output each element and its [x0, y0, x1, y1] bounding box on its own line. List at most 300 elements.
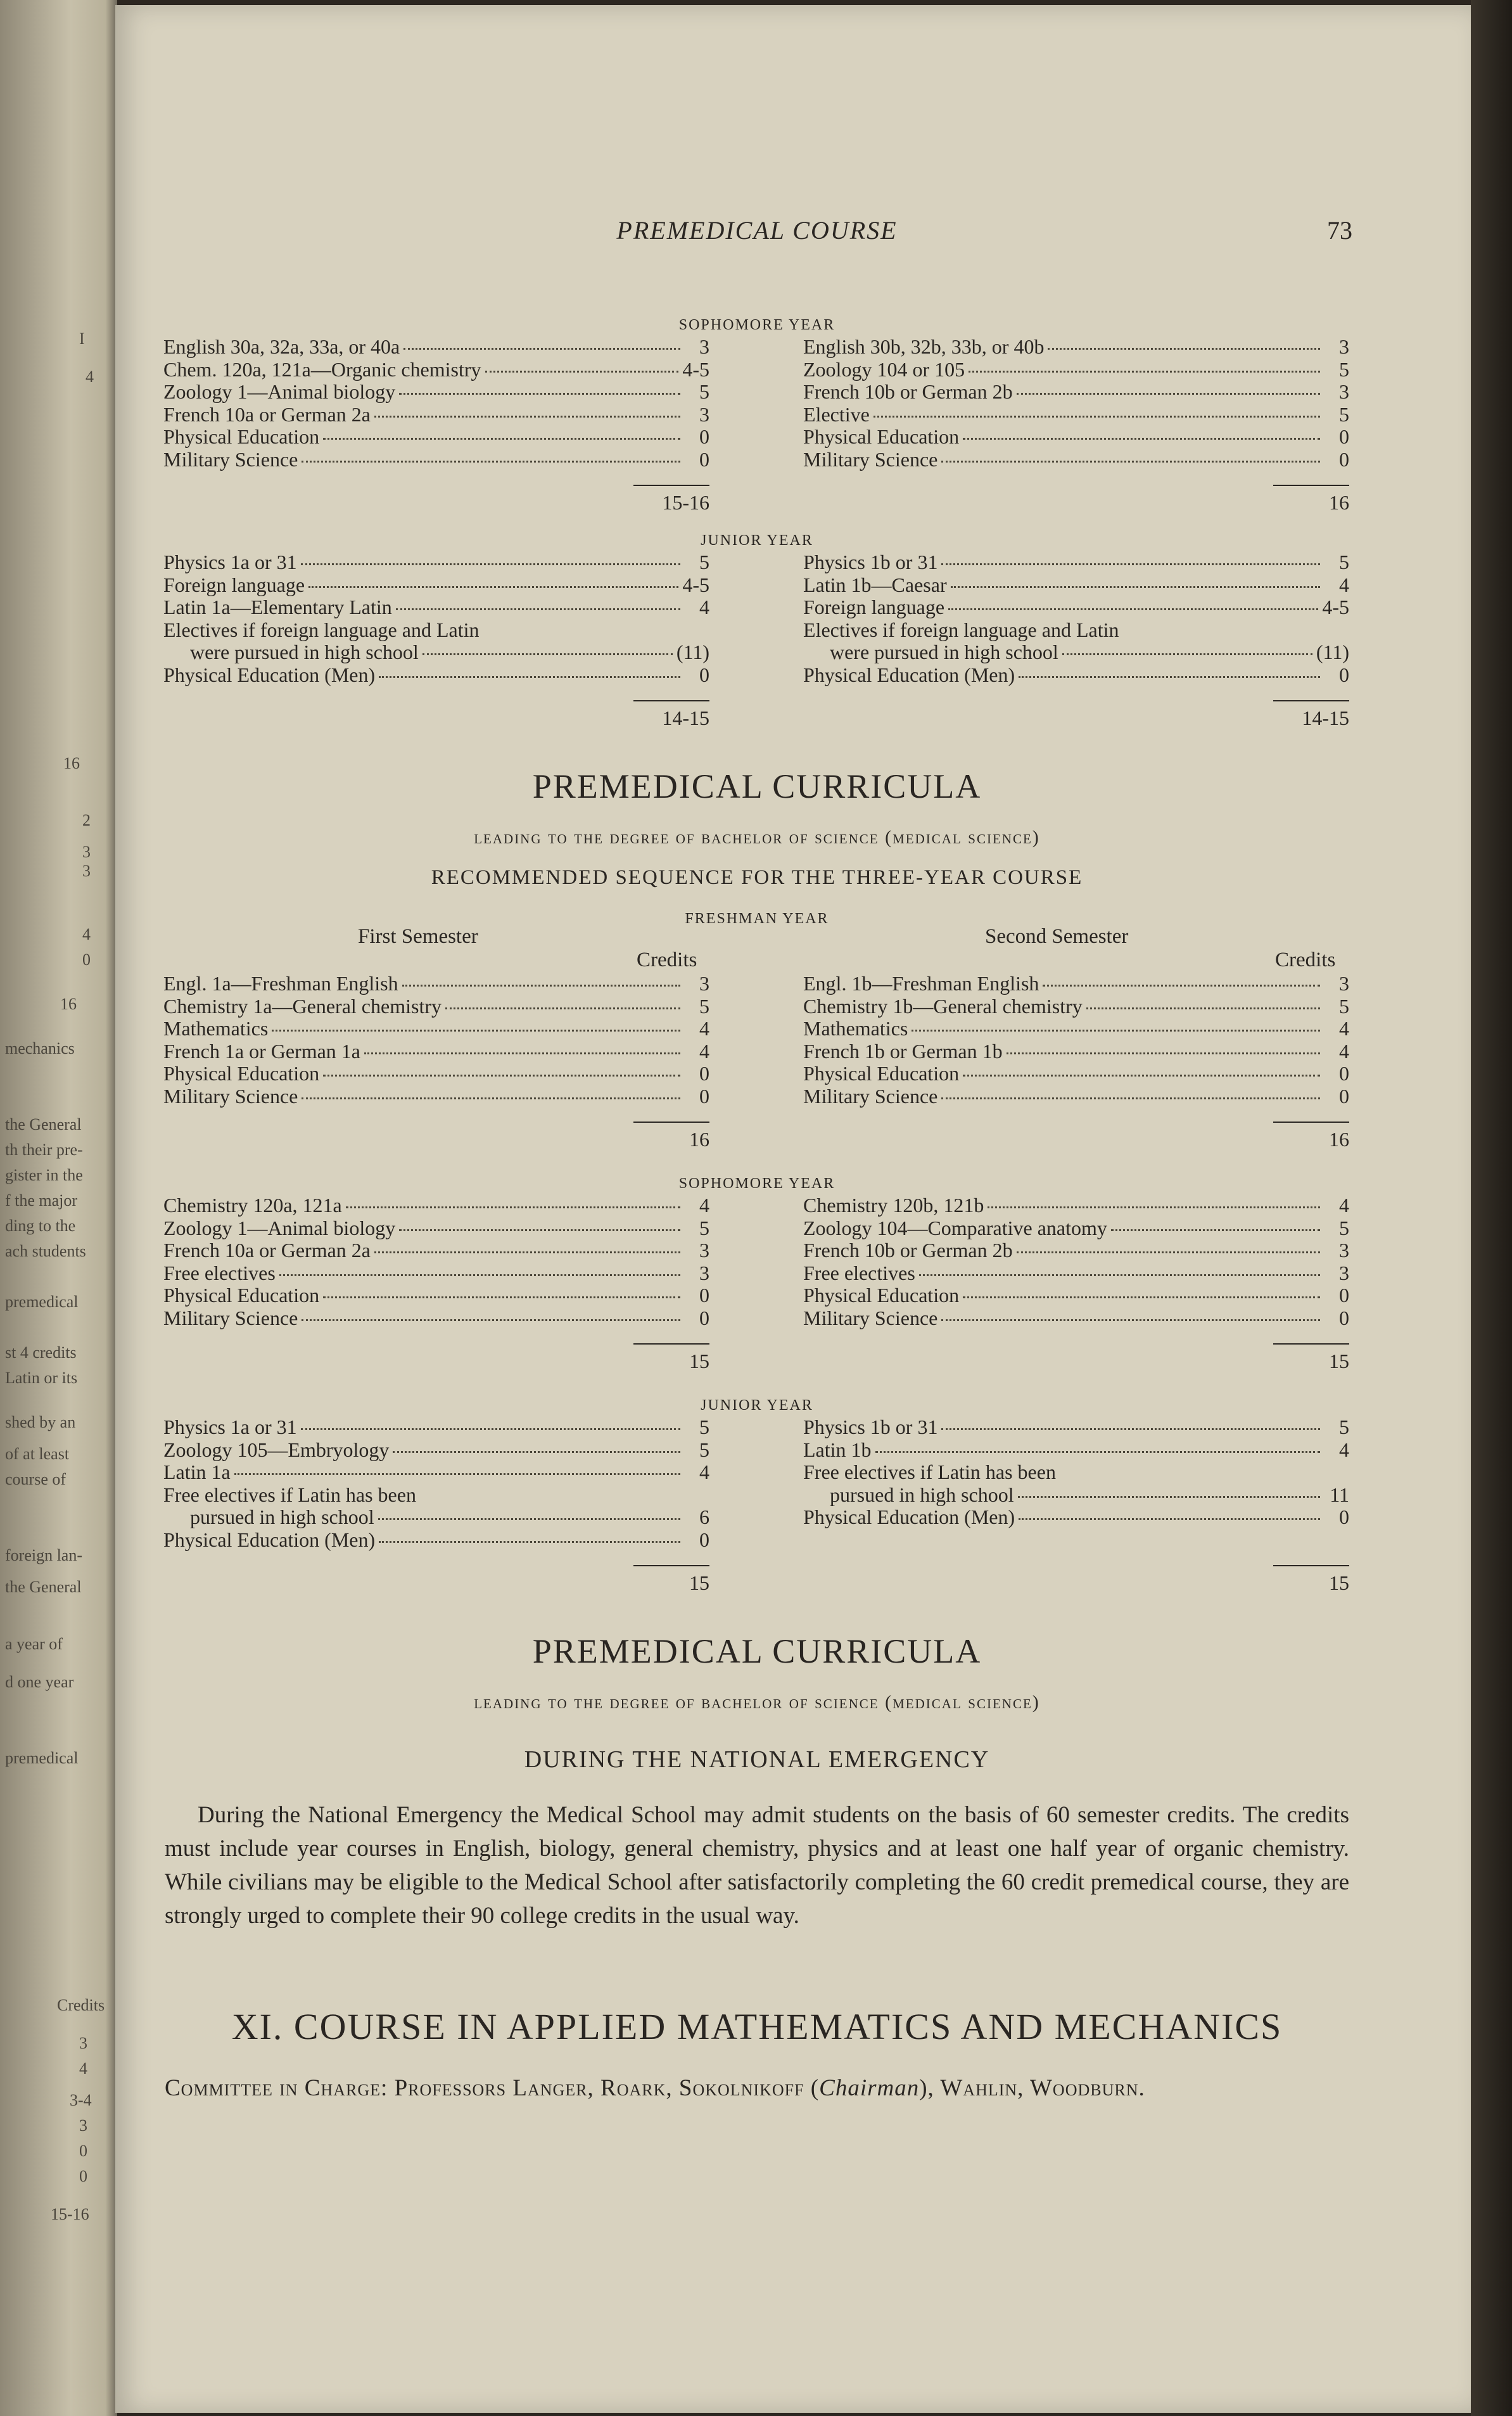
course-credits: 5: [1339, 402, 1349, 426]
course-name: Foreign language: [163, 573, 305, 596]
course-row: [163, 596, 709, 619]
course-row: [803, 1506, 1349, 1529]
left-page-fragment: 3-4: [70, 2091, 92, 2109]
course-name: Chemistry 1a—General chemistry: [163, 994, 442, 1018]
course-row: [163, 1085, 709, 1108]
course-name: French 10a or German 2a: [163, 402, 371, 426]
course-name: Free electives: [803, 1261, 915, 1284]
left-page-fragment: course of: [5, 1470, 67, 1488]
course-credits: (11): [676, 641, 709, 663]
course-row: [163, 1484, 709, 1507]
course-credits: 4: [699, 1194, 709, 1217]
dot-leader: [374, 1251, 680, 1253]
course-row: [803, 1461, 1349, 1484]
course-row: [163, 1040, 709, 1063]
dot-leader: [1043, 985, 1320, 987]
left-page-fragment: 3: [82, 862, 91, 880]
course-row: [163, 1506, 709, 1529]
course-row: [163, 574, 709, 597]
course-name: French 10b or German 2b: [803, 1239, 1013, 1262]
course-credits: 4: [699, 1460, 709, 1483]
course-credits: 5: [699, 994, 709, 1018]
second-semester-label: Second Semester: [985, 925, 1129, 948]
year-label: FRESHMAN YEAR: [685, 911, 829, 927]
course-credits: 4: [699, 1017, 709, 1040]
course-credits: 4: [1339, 1194, 1349, 1217]
year-label: SOPHOMORE YEAR: [678, 317, 835, 333]
dot-leader: [374, 416, 680, 418]
dot-leader: [1111, 1229, 1320, 1231]
course-row: [803, 1284, 1349, 1307]
page-right-edge: [1471, 0, 1512, 2416]
dot-leader: [1019, 1518, 1320, 1520]
course-name: Latin 1b: [803, 1438, 872, 1461]
left-page-fragment: st 4 credits: [5, 1343, 77, 1362]
credit-total: 15: [1273, 1343, 1349, 1373]
course-credits: 5: [699, 380, 709, 403]
course-name: French 1a or German 1a: [163, 1039, 360, 1063]
course-credits: 0: [1339, 663, 1349, 686]
course-name: Physical Education (Men): [803, 1505, 1015, 1528]
course-list-left: [163, 336, 709, 471]
course-credits: 4: [1339, 573, 1349, 596]
course-name: Free electives if Latin has been: [163, 1483, 416, 1506]
dot-leader: [941, 1097, 1320, 1099]
course-name: Zoology 104—Comparative anatomy: [803, 1216, 1107, 1239]
course-name: Mathematics: [803, 1017, 908, 1040]
course-name: were pursued in high school: [190, 641, 419, 663]
course-credits: 0: [699, 663, 709, 686]
year-label: SOPHOMORE YEAR: [678, 1175, 835, 1192]
credits-column-label: Credits: [1275, 949, 1336, 971]
sequence-heading: RECOMMENDED SEQUENCE FOR THE THREE-YEAR COURSE: [431, 866, 1083, 889]
left-page-fragment: Latin or its: [5, 1369, 78, 1387]
course-row: [163, 449, 709, 471]
course-name: Military Science: [803, 1084, 938, 1108]
course-name: French 10b or German 2b: [803, 380, 1013, 403]
course-name: pursued in high school: [830, 1483, 1014, 1506]
course-name: Physics 1a or 31: [163, 1416, 297, 1438]
course-name: Electives if foreign language and Latin: [803, 618, 1119, 641]
dot-leader: [399, 393, 680, 395]
left-page-fragment: d one year: [5, 1673, 74, 1691]
course-credits: 0: [699, 1284, 709, 1307]
credit-total: 16: [1273, 485, 1349, 515]
credit-total: 14-15: [633, 700, 709, 730]
dot-leader: [875, 1451, 1320, 1453]
course-name: Physical Education: [803, 1062, 960, 1085]
course-name: Zoology 105—Embryology: [163, 1438, 390, 1461]
course-row: [803, 1018, 1349, 1040]
left-page-fragment: ding to the: [5, 1217, 76, 1235]
committee-prefix: Committee in Charge: Professors Langer, Roark, Sokolnikoff (: [165, 2075, 820, 2101]
course-row: [163, 973, 709, 995]
course-credits: 3: [699, 1261, 709, 1284]
course-row: [163, 1307, 709, 1330]
course-credits: 3: [699, 1239, 709, 1262]
course-row: [163, 1194, 709, 1217]
course-list-left: [163, 973, 709, 1108]
dot-leader: [403, 348, 680, 350]
course-row: [803, 1416, 1349, 1439]
dot-leader: [346, 1206, 680, 1208]
course-credits: 3: [1339, 380, 1349, 403]
course-name: Chemistry 120b, 121b: [803, 1194, 984, 1217]
course-credits: 0: [699, 1306, 709, 1329]
dot-leader: [1062, 653, 1312, 655]
left-page-fragment: mechanics: [5, 1039, 75, 1058]
course-credits: 3: [699, 335, 709, 358]
credit-total: 15-16: [633, 485, 709, 515]
left-page-fragment: 3: [79, 2034, 87, 2052]
course-row: [163, 1529, 709, 1552]
course-name: Physical Education: [163, 1284, 320, 1307]
course-row: [803, 449, 1349, 471]
dot-leader: [445, 1007, 680, 1009]
left-page-edge: [0, 0, 117, 2416]
course-credits: 5: [1339, 994, 1349, 1018]
course-name: Chem. 120a, 121a—Organic chemistry: [163, 357, 481, 381]
left-page-fragment: the General: [5, 1578, 82, 1596]
course-name: Physical Education: [163, 1062, 320, 1085]
credits-column-label: Credits: [637, 949, 697, 971]
course-row: [803, 1085, 1349, 1108]
dot-leader: [941, 1319, 1320, 1321]
section-subtitle: leading to the degree of bachelor of science (medical science): [474, 827, 1040, 848]
course-name: Physical Education: [163, 425, 320, 448]
left-page-fragment: a year of: [5, 1635, 63, 1653]
chapter-heading: XI. COURSE IN APPLIED MATHEMATICS AND MECHANICS: [231, 2006, 1283, 2047]
course-row: [803, 641, 1349, 664]
course-list-right: [803, 336, 1349, 471]
left-page-fragment: foreign lan-: [5, 1546, 83, 1564]
dot-leader: [948, 608, 1318, 610]
course-name: Latin 1b—Caesar: [803, 573, 947, 596]
course-row: [163, 664, 709, 687]
dot-leader: [302, 1097, 680, 1099]
course-name: Military Science: [163, 1084, 298, 1108]
year-label: JUNIOR YEAR: [701, 1397, 813, 1414]
left-page-fragment: of at least: [5, 1445, 70, 1463]
course-credits: 4: [1339, 1039, 1349, 1063]
dot-leader: [279, 1274, 680, 1276]
course-row: [803, 1439, 1349, 1462]
course-row: [163, 641, 709, 664]
left-page-fragment: 3: [82, 843, 91, 861]
course-name: Foreign language: [803, 596, 945, 618]
course-credits: 4-5: [1322, 596, 1349, 618]
dot-leader: [963, 1075, 1320, 1077]
course-name: Physics 1b or 31: [803, 1416, 938, 1438]
course-name: Physical Education (Men): [803, 663, 1015, 686]
course-name: Chemistry 120a, 121a: [163, 1194, 342, 1217]
dot-leader: [963, 438, 1320, 440]
left-page-fragment: 16: [63, 754, 80, 772]
dot-leader: [364, 1052, 680, 1054]
course-name: Mathematics: [163, 1017, 269, 1040]
course-row: [163, 381, 709, 404]
emergency-paragraph: During the National Emergency the Medical School may admit students on the basis of 60 semester credits. The credits must include year courses in English, biology, general chemistry, physics and at least one half year of organic chemistry. While civilians may be eligible to the Medical School after satisfactorily completing the 60 credit premedical course, they are strongly urged to complete their 90 college credits in the usual way.: [165, 1802, 1349, 1929]
course-list-right: [803, 973, 1349, 1108]
section-title: PREMEDICAL CURRICULA: [532, 767, 982, 805]
course-name: French 10a or German 2a: [163, 1239, 371, 1262]
dot-leader: [402, 985, 680, 987]
course-name: Physical Education (Men): [163, 663, 376, 686]
course-name: Physics 1b or 31: [803, 551, 938, 573]
course-credits: 5: [1339, 357, 1349, 381]
dot-leader: [422, 653, 673, 655]
course-credits: 4: [699, 596, 709, 618]
course-row: [803, 1484, 1349, 1507]
course-credits: 0: [1339, 1062, 1349, 1085]
course-credits: 3: [1339, 972, 1349, 995]
left-page-fragment: 4: [79, 2059, 87, 2078]
course-credits: 4: [699, 1039, 709, 1063]
course-row: [803, 404, 1349, 426]
left-page-fragment: 15-16: [51, 2205, 89, 2223]
left-page-fragment: 0: [82, 950, 91, 969]
course-name: Zoology 1—Animal biology: [163, 380, 396, 403]
course-credits: 3: [1339, 335, 1349, 358]
course-name: English 30a, 32a, 33a, or 40a: [163, 335, 400, 358]
course-row: [803, 1239, 1349, 1262]
course-credits: 11: [1330, 1483, 1349, 1506]
course-row: [803, 1307, 1349, 1330]
dot-leader: [1019, 676, 1320, 678]
course-row: [163, 404, 709, 426]
course-list-left: [163, 551, 709, 686]
credit-total: 16: [1273, 1122, 1349, 1151]
course-name: Electives if foreign language and Latin: [163, 618, 480, 641]
dot-leader: [874, 416, 1320, 418]
course-row: [803, 574, 1349, 597]
course-credits: 4: [1339, 1017, 1349, 1040]
course-row: [803, 973, 1349, 995]
committee-suffix: ), Wahlin, Woodburn.: [919, 2075, 1145, 2101]
course-list-right: [803, 551, 1349, 686]
course-credits: 0: [699, 425, 709, 448]
course-row: [163, 1063, 709, 1085]
dot-leader: [1048, 348, 1320, 350]
dot-leader: [919, 1274, 1320, 1276]
page-header: [162, 215, 1352, 247]
course-row: [803, 426, 1349, 449]
course-credits: (11): [1316, 641, 1349, 663]
course-name: Latin 1a: [163, 1460, 231, 1483]
course-credits: 0: [699, 447, 709, 471]
course-name: Military Science: [163, 1306, 298, 1329]
dot-leader: [951, 586, 1320, 588]
course-credits: 5: [699, 551, 709, 573]
course-credits: 6: [699, 1505, 709, 1528]
dot-leader: [988, 1206, 1320, 1208]
running-title: PREMEDICAL COURSE: [616, 216, 898, 245]
dot-leader: [308, 586, 678, 588]
course-row: [803, 1040, 1349, 1063]
dot-leader: [379, 676, 680, 678]
first-semester-label: First Semester: [358, 925, 478, 948]
left-page-fragment: 0: [79, 2167, 87, 2185]
left-page-fragment: gister in the: [5, 1166, 83, 1184]
left-page-fragment: shed by an: [5, 1413, 76, 1431]
left-page-fragment: th their pre-: [5, 1141, 83, 1159]
year-label: JUNIOR YEAR: [701, 532, 813, 549]
dot-leader: [301, 563, 680, 565]
dot-leader: [378, 1518, 680, 1520]
course-row: [163, 359, 709, 381]
course-credits: 3: [1339, 1261, 1349, 1284]
dot-leader: [393, 1451, 680, 1453]
course-row: [163, 1416, 709, 1439]
left-page-fragment: f the major: [5, 1191, 78, 1210]
course-credits: 4-5: [682, 573, 709, 596]
dot-leader: [302, 461, 680, 463]
dot-leader: [1018, 1496, 1320, 1498]
course-list-left: [163, 1194, 709, 1329]
course-credits: 0: [1339, 447, 1349, 471]
course-name: Zoology 104 or 105: [803, 357, 965, 381]
dot-leader: [941, 563, 1320, 565]
page-number: 73: [1327, 216, 1352, 245]
course-credits: 5: [1339, 551, 1349, 573]
course-credits: 3: [699, 402, 709, 426]
course-row: [803, 664, 1349, 687]
course-credits: 5: [1339, 1416, 1349, 1438]
dot-leader: [1086, 1007, 1320, 1009]
course-row: [803, 1194, 1349, 1217]
course-row: [803, 619, 1349, 642]
course-row: [803, 551, 1349, 574]
course-credits: 0: [1339, 1306, 1349, 1329]
course-row: [163, 426, 709, 449]
dot-leader: [234, 1473, 680, 1475]
left-page-fragment: 3: [79, 2116, 87, 2135]
course-name: were pursued in high school: [830, 641, 1058, 663]
dot-leader: [1017, 1251, 1320, 1253]
course-credits: 0: [1339, 1284, 1349, 1307]
course-row: [803, 995, 1349, 1018]
course-credits: 0: [1339, 1505, 1349, 1528]
course-name: pursued in high school: [190, 1505, 374, 1528]
course-name: English 30b, 32b, 33b, or 40b: [803, 335, 1045, 358]
course-row: [163, 551, 709, 574]
course-row: [163, 1239, 709, 1262]
course-row: [803, 359, 1349, 381]
credit-total: 15: [1273, 1565, 1349, 1595]
dot-leader: [396, 608, 680, 610]
course-row: [163, 1018, 709, 1040]
left-page-fragment: 2: [82, 811, 91, 829]
course-name: French 1b or German 1b: [803, 1039, 1003, 1063]
course-row: [163, 1217, 709, 1240]
course-credits: 0: [1339, 1084, 1349, 1108]
course-credits: 0: [699, 1062, 709, 1085]
course-row: [803, 1063, 1349, 1085]
left-page-fragment: 4: [82, 925, 91, 943]
course-row: [163, 995, 709, 1018]
course-credits: 4-5: [682, 357, 709, 381]
course-row: [163, 619, 709, 642]
course-list-left: [163, 1416, 709, 1551]
committee-line: [165, 2072, 1349, 2105]
course-name: Military Science: [803, 447, 938, 471]
course-list-right: [803, 1416, 1349, 1529]
course-name: Military Science: [163, 447, 298, 471]
course-row: [163, 1284, 709, 1307]
dot-leader: [323, 438, 680, 440]
course-name: Free electives if Latin has been: [803, 1460, 1056, 1483]
course-row: [803, 1262, 1349, 1285]
course-name: Physical Education (Men): [163, 1528, 376, 1551]
course-credits: 5: [699, 1416, 709, 1438]
course-name: Physics 1a or 31: [163, 551, 297, 573]
left-page-fragment: the General: [5, 1115, 82, 1134]
course-row: [163, 1439, 709, 1462]
course-name: Free electives: [163, 1261, 276, 1284]
left-page-fragment: Credits: [57, 1996, 105, 2014]
dot-leader: [399, 1229, 680, 1231]
course-row: [803, 1217, 1349, 1240]
course-list-right: [803, 1194, 1349, 1329]
course-row: [163, 336, 709, 359]
left-page-fragment: 4: [86, 368, 94, 386]
dot-leader: [379, 1541, 680, 1543]
course-credits: 0: [1339, 425, 1349, 448]
course-row: [803, 336, 1349, 359]
dot-leader: [323, 1075, 680, 1077]
left-page-fragment: premedical: [5, 1293, 79, 1311]
credit-total: 16: [633, 1122, 709, 1151]
credit-total: 15: [633, 1343, 709, 1373]
dot-leader: [969, 371, 1320, 373]
dot-leader: [941, 1428, 1320, 1430]
emergency-heading: DURING THE NATIONAL EMERGENCY: [524, 1746, 990, 1773]
course-credits: 5: [699, 1438, 709, 1461]
dot-leader: [485, 371, 679, 373]
course-credits: 4: [1339, 1438, 1349, 1461]
dot-leader: [941, 461, 1320, 463]
course-credits: 3: [1339, 1239, 1349, 1262]
credit-total: 14-15: [1273, 700, 1349, 730]
dot-leader: [1007, 1052, 1320, 1054]
course-credits: 3: [699, 972, 709, 995]
course-name: Zoology 1—Animal biology: [163, 1216, 396, 1239]
course-name: Engl. 1b—Freshman English: [803, 972, 1039, 995]
course-name: Latin 1a—Elementary Latin: [163, 596, 392, 618]
course-row: [163, 1461, 709, 1484]
course-row: [803, 381, 1349, 404]
course-name: Chemistry 1b—General chemistry: [803, 994, 1083, 1018]
dot-leader: [302, 1319, 680, 1321]
dot-leader: [912, 1030, 1320, 1032]
course-row: [803, 596, 1349, 619]
left-page-fragment: ach students: [5, 1242, 86, 1260]
left-page-fragment: premedical: [5, 1749, 79, 1767]
left-page-fragment: 0: [79, 2142, 87, 2160]
course-credits: 0: [699, 1084, 709, 1108]
dot-leader: [1017, 393, 1320, 395]
dot-leader: [272, 1030, 680, 1032]
dot-leader: [963, 1296, 1320, 1298]
section-subtitle: leading to the degree of bachelor of science (medical science): [474, 1692, 1040, 1713]
course-name: Elective: [803, 402, 870, 426]
course-credits: 0: [699, 1528, 709, 1551]
credit-total: 15: [633, 1565, 709, 1595]
dot-leader: [323, 1296, 680, 1298]
course-credits: 5: [699, 1216, 709, 1239]
left-page-fragment: I: [79, 329, 85, 348]
course-credits: 5: [1339, 1216, 1349, 1239]
